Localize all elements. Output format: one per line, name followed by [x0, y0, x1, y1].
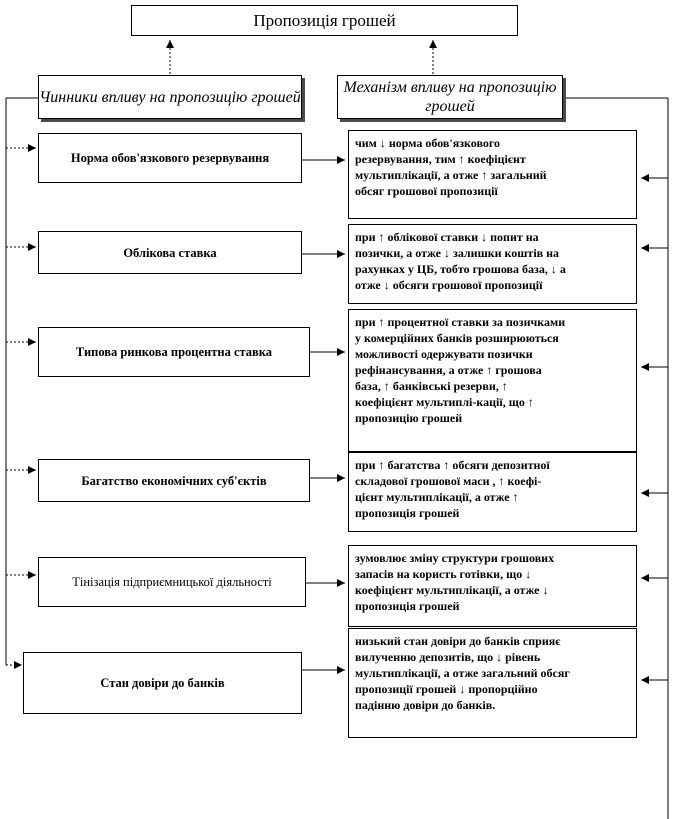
header-mechanism: [337, 75, 563, 119]
factor-box-5: [38, 557, 306, 607]
mechanism-text: чим ↓ норма обов'язкового резервування, тим ↑ коефіцієнт мультиплікації, а отже ↑ загальний обсяг грошової пропозиції: [355, 136, 547, 198]
mechanism-box-6: [348, 628, 637, 738]
factor-label: Тінізація підприємницької діяльності: [72, 575, 272, 589]
header-factors-text: Чинники впливу на пропозицію грошей: [39, 88, 301, 106]
mechanism-text: при ↑ багатства ↑ обсяги депозитної складової грошової маси , ↑ коефі- цієнт мультиплікації, а отже ↑ пропозиція грошей: [355, 458, 550, 520]
factor-label: Типова ринкова процентна ставка: [75, 345, 273, 359]
mechanism-text: при ↑ процентної ставки за позичками у комерційних банків розширюються можливості одержувати позички рефінансування, а отже ↑ грошова база, ↑ банківські резерви, ↑ коефіцієнт мультиплі-кації, що ↑ пропозицію грошей: [355, 315, 566, 425]
title-text: Пропозиція грошей: [253, 10, 396, 30]
factor-box-3: [38, 327, 310, 377]
factor-box-4: [38, 459, 310, 502]
mechanism-box-5: [348, 545, 637, 627]
mechanism-text: зумовлює зміну структури грошових запасів на користь готівки, що ↓ коефіцієнт мультиплікації, а отже ↓ пропозиція грошей: [355, 551, 555, 613]
mechanism-box-3: [348, 309, 637, 452]
factor-box-1: [38, 133, 302, 183]
factor-label: Норма обов'язкового резервування: [70, 151, 270, 165]
mechanism-text: низький стан довіри до банків сприяє вилученню депозитів, що ↓ рівень мультиплікації, а отже загальний обсяг пропозиції грошей ↓ пропорційно падінню довіри до банків.: [355, 634, 570, 712]
factor-box-6: [23, 652, 302, 714]
mechanism-box-1: [348, 130, 637, 219]
header-mechanism-text: Механізм впливу на пропозицію грошей: [343, 79, 557, 115]
mechanism-text: при ↑ облікової ставки ↓ попит на позички, а отже ↓ залишки коштів на рахунках у ЦБ, тобто грошова база, ↓ а отже ↓ обсяги грошової пропозиції: [355, 230, 566, 292]
factor-box-2: [38, 231, 302, 274]
mechanism-box-4: [348, 452, 637, 532]
factor-label: Облікова ставка: [123, 245, 217, 260]
header-factors: [38, 75, 302, 119]
title-box: [131, 5, 518, 36]
factor-label: Стан довіри до банків: [100, 676, 225, 690]
mechanism-box-2: [348, 224, 637, 304]
factor-label: Багатство економічних суб'єктів: [81, 473, 267, 488]
